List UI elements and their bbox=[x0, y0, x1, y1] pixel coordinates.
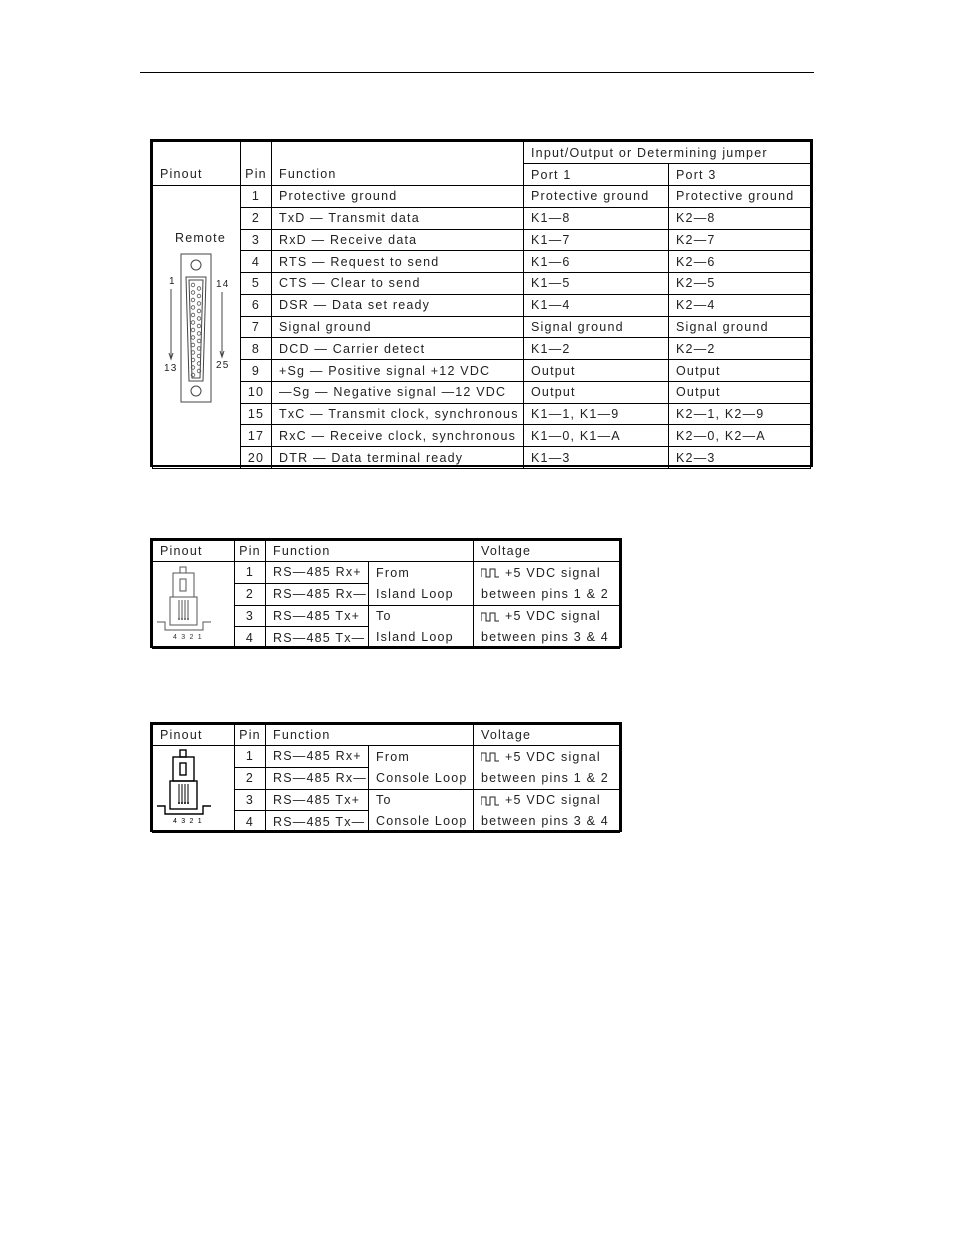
port1-cell: K1—8 bbox=[524, 207, 669, 229]
header-port3: Port 3 bbox=[669, 164, 811, 186]
function-cell: DCD — Carrier detect bbox=[272, 338, 524, 360]
voltage-cell: between pins 3 & 4 bbox=[474, 627, 620, 649]
function-cell: +Sg — Positive signal +12 VDC bbox=[272, 360, 524, 382]
header-pinout: Pinout bbox=[153, 142, 241, 186]
table-row bbox=[153, 360, 811, 382]
table-row bbox=[153, 403, 811, 425]
function-cell: TxD — Transmit data bbox=[272, 207, 524, 229]
header-pinout: Pinout bbox=[153, 725, 235, 746]
voltage-text: +5 VDC signal bbox=[505, 565, 601, 580]
direction-cell: To bbox=[369, 789, 474, 811]
square-wave-icon bbox=[481, 612, 499, 622]
header-pin: Pin bbox=[235, 541, 266, 562]
direction-cell: From bbox=[369, 562, 474, 584]
pin-cell: 1 bbox=[235, 562, 266, 584]
voltage-cell: between pins 1 & 2 bbox=[474, 583, 620, 605]
table-row bbox=[153, 316, 811, 338]
table-row bbox=[153, 251, 811, 273]
rj-jack-diagram bbox=[153, 746, 235, 833]
table-row bbox=[153, 425, 811, 447]
port3-cell: K2—6 bbox=[669, 251, 811, 273]
function-cell: RS—485 Tx+ bbox=[266, 605, 369, 627]
pin-25-label: 25 bbox=[216, 360, 230, 371]
voltage-text: +5 VDC signal bbox=[505, 749, 601, 764]
pin-cell: 9 bbox=[241, 360, 272, 382]
square-wave-icon bbox=[481, 752, 499, 762]
port1-cell: K1—7 bbox=[524, 229, 669, 251]
voltage-text: +5 VDC signal bbox=[505, 793, 601, 808]
port1-cell: K1—3 bbox=[524, 447, 669, 469]
direction-cell: To bbox=[369, 605, 474, 627]
header-pin: Pin bbox=[241, 142, 272, 186]
console-loop-pinout-table bbox=[150, 722, 622, 832]
pin-14-label: 14 bbox=[216, 279, 230, 290]
header-function: Function bbox=[272, 142, 524, 186]
function-cell: RxD — Receive data bbox=[272, 229, 524, 251]
function-cell: CTS — Clear to send bbox=[272, 273, 524, 295]
table-row bbox=[153, 338, 811, 360]
port3-cell: K2—2 bbox=[669, 338, 811, 360]
pin-cell: 3 bbox=[235, 789, 266, 811]
header-function: Function bbox=[266, 725, 474, 746]
voltage-cell bbox=[474, 789, 620, 811]
function-cell: Protective ground bbox=[272, 186, 524, 208]
db25-connector-diagram bbox=[153, 186, 241, 469]
port1-cell: Output bbox=[524, 360, 669, 382]
header-port1: Port 1 bbox=[524, 164, 669, 186]
voltage-cell: between pins 1 & 2 bbox=[474, 767, 620, 789]
jack-pin-numbers: 4 3 2 1 bbox=[173, 818, 203, 825]
pin-cell: 2 bbox=[241, 207, 272, 229]
port1-cell: Output bbox=[524, 381, 669, 403]
island-loop-pinout-table bbox=[150, 538, 622, 648]
port1-cell: Signal ground bbox=[524, 316, 669, 338]
function-cell: RS—485 Rx+ bbox=[266, 746, 369, 768]
table-row bbox=[153, 381, 811, 403]
direction-cell: Console Loop bbox=[369, 811, 474, 833]
pin-13-label: 13 bbox=[164, 363, 178, 374]
pin-cell: 6 bbox=[241, 294, 272, 316]
pin-cell: 4 bbox=[235, 811, 266, 833]
square-wave-icon bbox=[481, 568, 499, 578]
jack-pin-numbers: 4 3 2 1 bbox=[173, 634, 203, 641]
function-cell: TxC — Transmit clock, synchronous bbox=[272, 403, 524, 425]
port3-cell: K2—7 bbox=[669, 229, 811, 251]
direction-cell: From bbox=[369, 746, 474, 768]
table-row bbox=[153, 294, 811, 316]
port3-cell: K2—5 bbox=[669, 273, 811, 295]
function-cell: DSR — Data set ready bbox=[272, 294, 524, 316]
header-io-group: Input/Output or Determining jumper bbox=[524, 142, 811, 164]
port1-cell: Protective ground bbox=[524, 186, 669, 208]
port3-cell: K2—1, K2—9 bbox=[669, 403, 811, 425]
pin-cell: 4 bbox=[241, 251, 272, 273]
header-voltage: Voltage bbox=[474, 725, 620, 746]
function-cell: Signal ground bbox=[272, 316, 524, 338]
pin-cell: 15 bbox=[241, 403, 272, 425]
voltage-cell bbox=[474, 605, 620, 627]
port3-cell: Protective ground bbox=[669, 186, 811, 208]
header-pinout: Pinout bbox=[153, 541, 235, 562]
voltage-cell bbox=[474, 562, 620, 584]
function-cell: RS—485 Rx— bbox=[266, 767, 369, 789]
pin-cell: 17 bbox=[241, 425, 272, 447]
voltage-cell: between pins 3 & 4 bbox=[474, 811, 620, 833]
header-rule bbox=[140, 72, 814, 73]
port1-cell: K1—0, K1—A bbox=[524, 425, 669, 447]
table-row bbox=[153, 229, 811, 251]
function-cell: RS—485 Tx— bbox=[266, 627, 369, 649]
rj-jack-diagram bbox=[153, 562, 235, 649]
header-voltage: Voltage bbox=[474, 541, 620, 562]
header-function: Function bbox=[266, 541, 474, 562]
port3-cell: K2—8 bbox=[669, 207, 811, 229]
pin-cell: 20 bbox=[241, 447, 272, 469]
pin-cell: 4 bbox=[235, 627, 266, 649]
function-cell: —Sg — Negative signal —12 VDC bbox=[272, 381, 524, 403]
function-cell: DTR — Data terminal ready bbox=[272, 447, 524, 469]
pin-cell: 2 bbox=[235, 767, 266, 789]
function-cell: RxC — Receive clock, synchronous bbox=[272, 425, 524, 447]
voltage-cell bbox=[474, 746, 620, 768]
voltage-text: +5 VDC signal bbox=[505, 609, 601, 624]
port3-cell: Output bbox=[669, 381, 811, 403]
pin-cell: 3 bbox=[235, 605, 266, 627]
port3-cell: Output bbox=[669, 360, 811, 382]
table-row bbox=[153, 207, 811, 229]
header-pin: Pin bbox=[235, 725, 266, 746]
rs232-pinout-table bbox=[150, 139, 813, 467]
pin-cell: 3 bbox=[241, 229, 272, 251]
pin-1-label: 1 bbox=[169, 276, 176, 287]
port1-cell: K1—2 bbox=[524, 338, 669, 360]
pin-cell: 2 bbox=[235, 583, 266, 605]
pin-cell: 1 bbox=[241, 186, 272, 208]
connector-label: Remote bbox=[175, 231, 226, 245]
port1-cell: K1—6 bbox=[524, 251, 669, 273]
function-cell: RS—485 Tx+ bbox=[266, 789, 369, 811]
square-wave-icon bbox=[481, 796, 499, 806]
pin-cell: 8 bbox=[241, 338, 272, 360]
pin-cell: 5 bbox=[241, 273, 272, 295]
port3-cell: K2—4 bbox=[669, 294, 811, 316]
function-cell: RS—485 Tx— bbox=[266, 811, 369, 833]
function-cell: RS—485 Rx— bbox=[266, 583, 369, 605]
pin-cell: 1 bbox=[235, 746, 266, 768]
direction-cell: Island Loop bbox=[369, 583, 474, 605]
table-row bbox=[153, 186, 811, 208]
port3-cell: K2—0, K2—A bbox=[669, 425, 811, 447]
pin-cell: 7 bbox=[241, 316, 272, 338]
port1-cell: K1—1, K1—9 bbox=[524, 403, 669, 425]
direction-cell: Console Loop bbox=[369, 767, 474, 789]
pin-cell: 10 bbox=[241, 381, 272, 403]
function-cell: RS—485 Rx+ bbox=[266, 562, 369, 584]
table-row bbox=[153, 273, 811, 295]
direction-cell: Island Loop bbox=[369, 627, 474, 649]
port1-cell: K1—4 bbox=[524, 294, 669, 316]
function-cell: RTS — Request to send bbox=[272, 251, 524, 273]
port3-cell: K2—3 bbox=[669, 447, 811, 469]
port3-cell: Signal ground bbox=[669, 316, 811, 338]
port1-cell: K1—5 bbox=[524, 273, 669, 295]
table-row bbox=[153, 447, 811, 469]
